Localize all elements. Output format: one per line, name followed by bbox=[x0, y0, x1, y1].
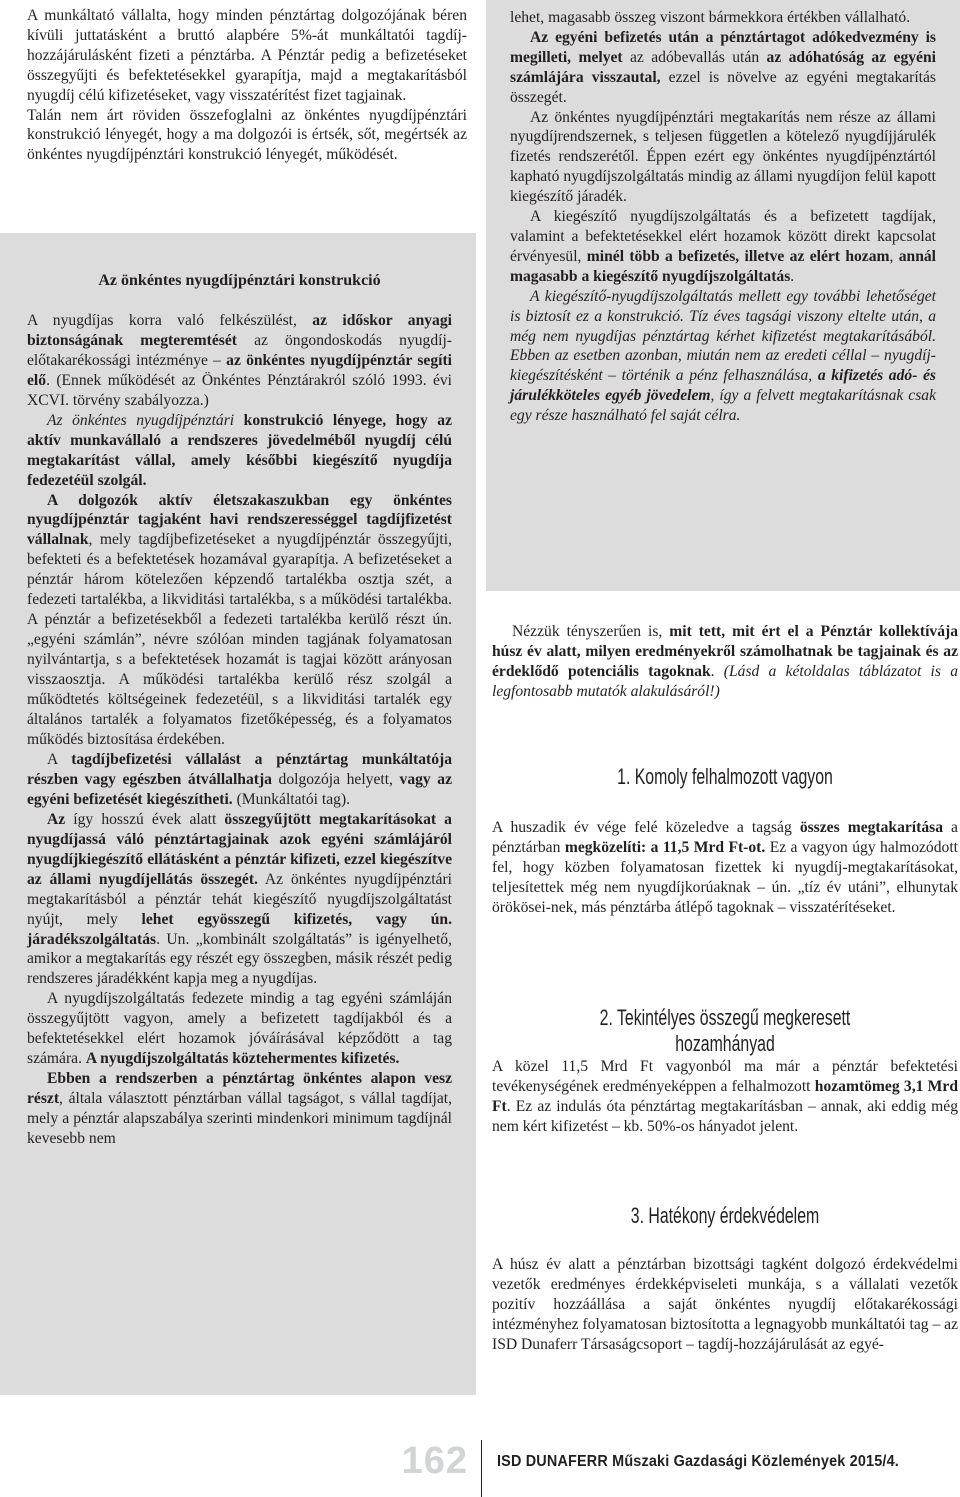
journal-title: ISD DUNAFERR Műszaki Gazdasági Közlemények 2015/4. bbox=[497, 1453, 899, 1470]
box-paragraph: Az önkéntes nyugdíjpénztári megtakarítás nem része az állami nyugdíjrendszernek, s teljesen független a kötelező nyugdíjjárulék fizetés rendszerétől. Éppen ezért egy önkéntes nyugdíjpénztártól kapható nyugdíjszolgáltatás mindig az állami nyugdíjon felül kapott kiegészítő járadék. bbox=[510, 108, 936, 206]
sidebar-box bbox=[0, 233, 476, 1395]
section-1-body bbox=[492, 818, 958, 918]
continuation-box bbox=[486, 0, 960, 591]
box-title: Az önkéntes nyugdíjpénztári konstrukció bbox=[98, 272, 381, 289]
intro-paragraph: A munkáltató vállalta, hogy minden pénztártag dolgozójának béren kívüli juttatásként a bruttó alapbére 5%-át munkáltatói tagdíj-hozzájárulásként fizeti a pénztárba. A Pénztár pedig a befizetéseket összegyűjti és befektetésekkel gyarapítja, majd a megtakarításból nyugdíj célú kifizetéseket, vagy visszatérítést fizet tagjainak. bbox=[27, 7, 467, 104]
box-paragraph: Ebben a rendszerben a pénztártag önkéntes alapon vesz részt, általa választott pénztárban vállal tagságot, s vállal tagdíjat, mely a pénztár alapszabálya szerinti mindenkori minimum tagdíjnál kevesebb nem bbox=[27, 1070, 452, 1148]
section-2-body bbox=[492, 1057, 958, 1137]
box-paragraph: Az így hosszú évek alatt összegyűjtött megtakarításokat a nyugdíjassá váló pénztártagjainak azok egyéni számlájáról nyugdíjkiegészítő ellátásként a pénztár kifizeti, ezzel kiegészítve az állami nyugdíjellátás összegét. Az önkéntes nyugdíjpénztári megtakarításból a pénztár tehát kiegészítő nyugdíjszolgáltatást nyújt, mely lehet egyösszegű kifizetés, vagy ún. járadékszolgáltatás. Un. „kombinált szolgáltatás” is igényelhető, amikor a megtakarítás egy részét egy összegben, másik részét pedig rendszeres járadékként kapja meg a nyugdíjas. bbox=[27, 810, 452, 988]
section-paragraph: A közel 11,5 Mrd Ft vagyonból ma már a pénztár befektetési tevékenységének eredményeképpen a felhalmozott hozamtömeg 3,1 Mrd Ft. Ez az indulás óta pénztártag megtakarításban – annak, aki eddig még nem kért kifizetést – kb. 50%-os hányadot jelent. bbox=[492, 1058, 958, 1135]
section-paragraph: A húsz év alatt a pénztárban bizottsági tagként dolgozó érdekvédelmi vezetők eredményes érdekképviseleti munkája, s a vállalati vezetők pozitív hozzáállása a saját önkéntes nyugdíj előtakarékossági intézményhez folyamatosan biztosította a legnagyobb munkáltatói tag – az ISD Dunaferr Társaságcsoport – tagdíj-hozzájárulását az egyé- bbox=[492, 1256, 958, 1353]
section-3-body bbox=[492, 1255, 958, 1355]
box-paragraph: A kiegészítő nyugdíjszolgáltatás és a befizetett tagdíjak, valamint a befektetésekkel elért hozamok között direkt kapcsolat érvényesül, minél több a befizetés, illetve az elért hozam, annál magasabb a kiegészítő nyugdíjszolgáltatás. bbox=[510, 208, 937, 285]
intro-paragraph: Talán nem árt röviden összefoglalni az önkéntes nyugdíjpénztári konstrukció lényegét, hogy a ma dolgozói is értsék, sőt, megértsék az önkéntes nyugdíjpénztári konstrukció lényegét, működését. bbox=[27, 106, 467, 164]
footer-divider bbox=[481, 1440, 482, 1497]
box-paragraph: Az egyéni befizetés után a pénztártagot adókedvezmény is megilleti, melyet az adóbevallás után az adóhatóság az egyéni számlájára visszautal, ezzel is növelve az egyéni megtakarítás összegét. bbox=[510, 28, 937, 106]
section-heading: 1. Komoly felhalmozott vagyon bbox=[617, 764, 833, 789]
intro-right-paragraph: Nézzük tényszerűen is, mit tett, mit ért el a Pénztár kollektívája húsz év alatt, milyen eredményekről számolhatnak be tagjainak és az érdeklődő potenciális tagoknak. (Lásd a kétoldalas táblázatot is a legfontosabb mutatók alakulásáról!) bbox=[492, 623, 958, 700]
box-paragraph: A tagdíjbefizetési vállalást a pénztártag munkáltatója részben vagy egészben átvállalhatja dolgozója helyett, vagy az egyéni befizetését kiegészítheti. (Munkáltatói tag). bbox=[27, 750, 452, 808]
box-paragraph: A kiegészítő-nyugdíjszolgáltatás mellett egy további lehetőséget is biztosít ez a konstrukció. Tíz éves tagsági viszony eltelte után, a még nem nyugdíjas pénztártag kérhet kifizetést megtakarításából. Ebben az esetben azonban, miután nem az eredeti céllal – nyugdíj-kiegészítésként – történik a pénz felhasználása, a kifizetés adó- és járulékköteles egyéb jövedelem, így a felvett megtakarításnak csak egy része használható fel saját célra. bbox=[510, 287, 936, 425]
section-heading: 2. Tekintélyes összegű megkeresett hozamhányad bbox=[599, 1005, 851, 1056]
box-paragraph: A nyugdíjszolgáltatás fedezete mindig a tag egyéni számláján összegyűjtött vagyon, amely a befizetett tagdíjakból és a befektetésekkel elért hozamok jóváírásával képződött a tag számára. A nyugdíjszolgáltatás köztehermentes kifizetés. bbox=[27, 990, 452, 1068]
box-paragraph: Az önkéntes nyugdíjpénztári konstrukció lényege, hogy az aktív munkavállaló a rendszeres jövedelméből nyugdíj célú megtakarítást vállal, amely későbbi kiegészítő nyugdíja fedezetéül szolgál. bbox=[27, 411, 452, 489]
box-paragraph: A nyugdíjas korra való felkészülést, az időskor anyagi biztonságának megteremtését az öngondoskodás nyugdíj-előtakarékossági intézménye – az önkéntes nyugdíjpénztár segíti elő. (Ennek működését az Önkéntes Pénztárakról szóló 1993. évi XCVI. törvény szabályozza.) bbox=[27, 311, 452, 409]
section-heading: 3. Hatékony érdekvédelem bbox=[630, 1203, 820, 1228]
box-paragraph: lehet, magasabb összeg viszont bármekkora értékben vállalható. bbox=[510, 9, 911, 26]
page-number: 162 bbox=[401, 1440, 468, 1482]
box-paragraph: A dolgozók aktív életszakaszukban egy önkéntes nyugdíjpénztár tagjaként havi rendszerességgel tagdíjfizetést vállalnak, mely tagdíjbefizetéseket a nyugdíjpénztár összegyűjti, befekteti és a befektetések hozamával gyarapítja. A befizetéseket a pénztár három kötelezően képzendő tartalékba osztja szét, a fedezeti tartalékba, a likviditási tartalékba, s a működési tartalékba. A pénztár a befizetésekből a fedezeti tartalékba kerülő részt ún. „egyéni számlán”, névre szólóan minden tagjának folyamatosan nyilvántartja, s a befektetések hozamát is tagjai között arányosan visszaosztja. A működési tartalékba kerülő rész szolgál a működtetés költségeinek fedezetéül, s a likviditási tartalék egy általános tartalék a folyamatos fizetőképesség, és a folyamatos működés biztosítása érdekében. bbox=[27, 491, 452, 748]
intro-right bbox=[492, 622, 958, 702]
section-paragraph: A huszadik év vége felé közeledve a tagság összes megtakarítása a pénztárban megközelíti: a 11,5 Mrd Ft-ot. Ez a vagyon úgy halmozódott fel, hogy közben folyamatosan fizettek ki nyugdíj-megtakarításokat, teljesítettek még nem nyugdíjkorúaknak – ún. „tíz év utáni”, elhunytak örökösei-nek, más pénztárba átlépő tagoknak – visszatérítéseket. bbox=[492, 819, 958, 916]
left-intro bbox=[27, 6, 467, 165]
